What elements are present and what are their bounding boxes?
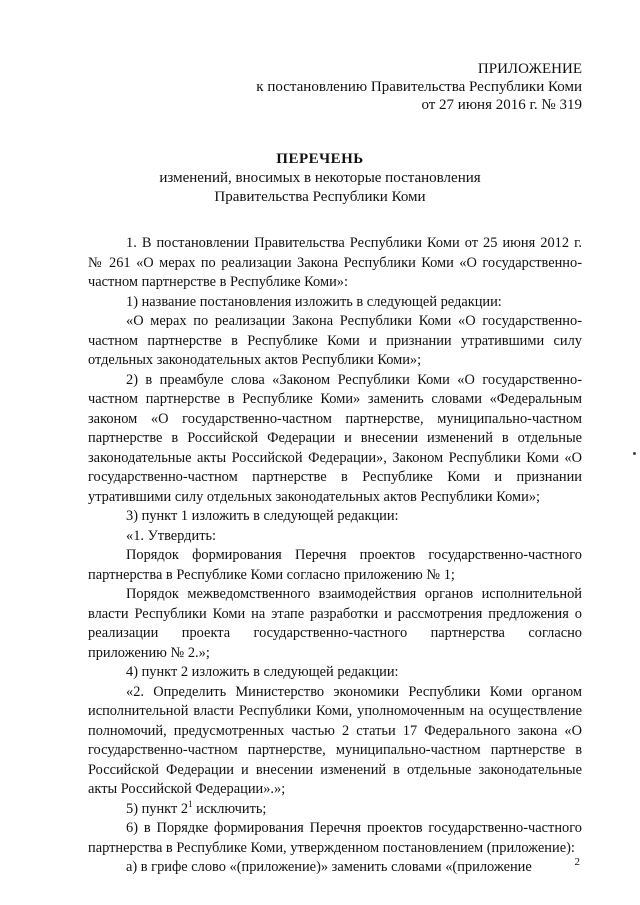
paragraph: «2. Определить Министерство экономики Республики Коми органом исполнительной власти Республики Коми, уполномоченным на осуществление полномочий, предусмотренных частью 2 статьи 17 Федерального закона «О государственно-частном партнерстве, муниципально-частном партнерстве в Российской Федерации и внесении изменений в отдельные законодательные акты Российской Федерации».»; xyxy=(88,683,582,797)
paragraph: 6) в Порядке формирования Перечня проектов государственно-частного партнерства в Республике Коми, утвержденном постановлением (приложение): xyxy=(88,820,582,856)
paragraph: 1) название постановления изложить в следующей редакции: xyxy=(126,293,502,310)
appendix-reference: к постановлению Правительства Республики Коми xyxy=(256,79,582,95)
paragraph-text: 5) пункт 2 xyxy=(126,800,189,817)
document-body xyxy=(88,234,582,878)
paragraph: «1. Утвердить: xyxy=(126,527,217,544)
appendix-label: ПРИЛОЖЕНИЕ xyxy=(477,61,582,77)
scan-speck xyxy=(633,452,636,455)
paragraph: 2) в преамбуле слова «Законом Республики Коми «О государственно-частном партнерстве в Республике Коми» заменить словами «Федеральным законом «О государственно-частном партнерстве, муниципально-частном партнерстве в Российской Федерации и внесении изменений в отдельные законодательные акты Российской Федерации», Законом Республики Коми «О государственно-частном партнерстве в Республике Коми и признании утратившими силу отдельных законодательных актов Республики Коми»; xyxy=(88,371,582,505)
appendix-header xyxy=(256,60,582,114)
document-title-block xyxy=(0,150,640,207)
document-title: ПЕРЕЧЕНЬ xyxy=(276,151,364,167)
paragraph: 4) пункт 2 изложить в следующей редакции: xyxy=(126,664,399,680)
superscript: 1 xyxy=(188,798,193,809)
paragraph-item-5 xyxy=(88,800,582,820)
document-subtitle-line2: Правительства Республики Коми xyxy=(214,189,426,205)
paragraph: а) в грифе слово «(приложение)» заменить словами «(приложение xyxy=(126,859,532,875)
appendix-date: от 27 июня 2016 г. № 319 xyxy=(421,97,582,113)
document-subtitle-line1: изменений, вносимых в некоторые постановления xyxy=(159,170,481,186)
paragraph: Порядок формирования Перечня проектов государственно-частного партнерства в Республике Коми согласно приложению № 1; xyxy=(88,547,582,583)
paragraph: 3) пункт 1 изложить в следующей редакции: xyxy=(126,508,399,524)
paragraph: «О мерах по реализации Закона Республики Коми «О государственно-частном партнерстве в Республике Коми и признании утратившими силу отдельных законодательных актов Республики Коми»; xyxy=(88,313,582,368)
paragraph-text: исключить; xyxy=(192,800,267,817)
paragraph: Порядок межведомственного взаимодействия органов исполнительной власти Республики Коми на этапе разработки и рассмотрения предложения о реализации проекта государственно-частного партнерства согласно приложению № 2.»; xyxy=(88,586,582,661)
paragraph: 1. В постановлении Правительства Республики Коми от 25 июня 2012 г. № 261 «О мерах по реализации Закона Республики Коми «О государственно-частном партнерстве в Республике Коми»: xyxy=(88,235,582,290)
page-number: 2 xyxy=(574,856,580,868)
